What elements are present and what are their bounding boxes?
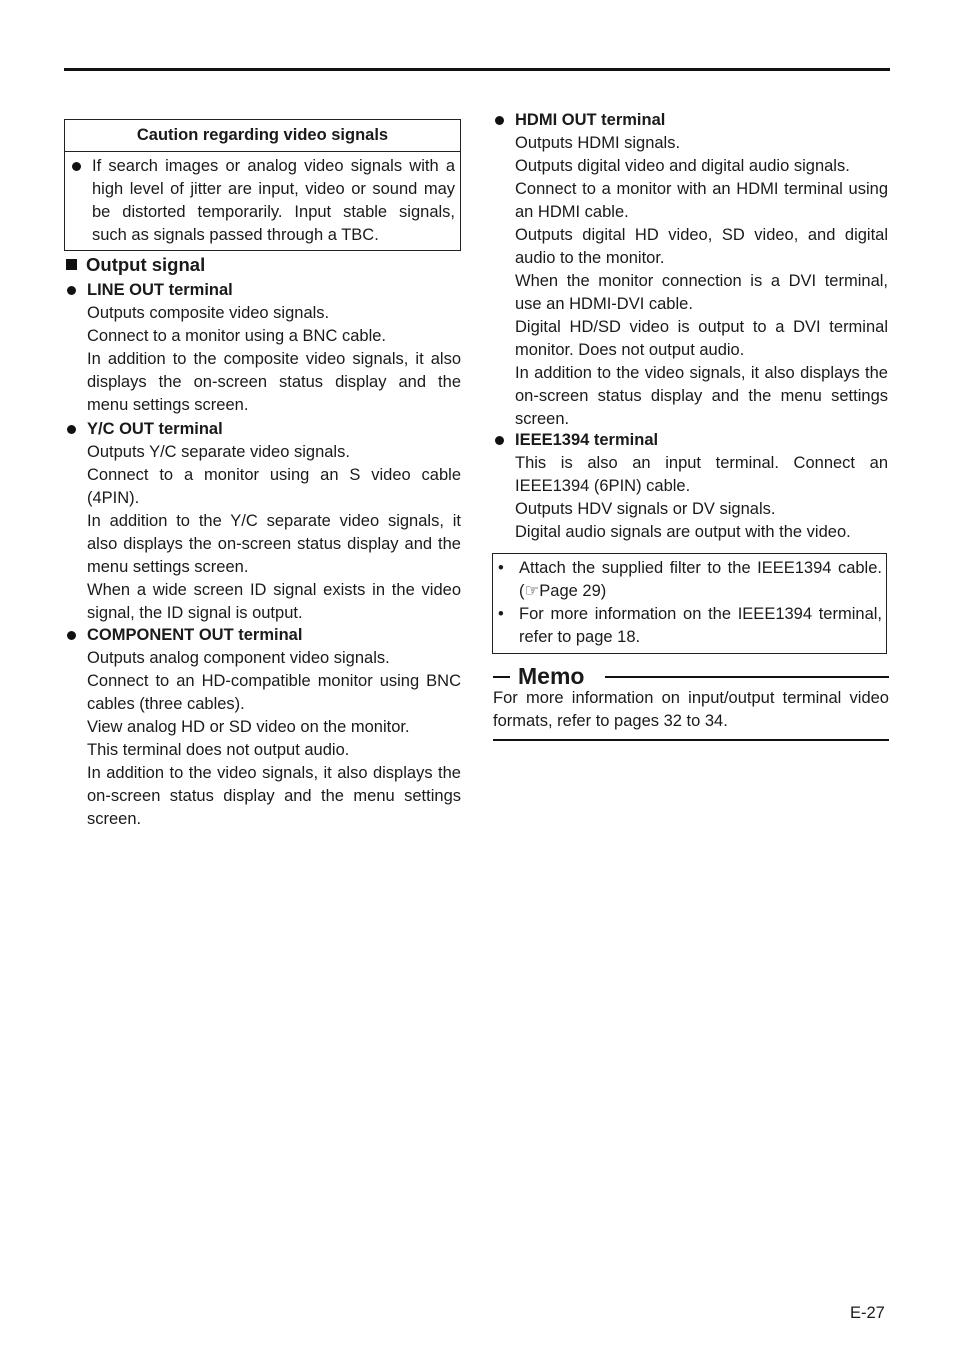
terminal-component-out [64,624,461,831]
terminal-line: Outputs analog component video signals. [87,649,390,667]
terminal-title-text: Y/C OUT terminal [87,420,223,438]
caution-item [65,152,460,250]
note-text: Attach the supplied filter to the IEEE1394 cable. (☞Page 29) [519,559,882,600]
terminal-body [64,647,461,831]
terminal-line: In addition to the video signals, it also displays the on-screen status display and the menu settings screen. [87,764,461,828]
note-text: For more information on the IEEE1394 terminal, refer to page 18. [519,605,882,646]
terminal-body [64,302,461,417]
caution-text: If search images or analog video signals with a high level of jitter are input, video or sound may be distorted temporarily. Input stable signals, such as signals passed through a TBC. [92,157,455,244]
terminal-line: This is also an input terminal. Connect an IEEE1394 (6PIN) cable. [515,454,888,495]
terminal-line: Outputs Y/C separate video signals. [87,443,350,461]
terminal-line: Outputs HDMI signals. [515,134,681,152]
terminal-body [492,132,888,431]
note-item [493,557,882,603]
bullet-icon: • [498,559,504,577]
terminal-line: In addition to the video signals, it also displays the on-screen status display and the menu settings screen. [515,364,888,428]
memo-rule [605,676,889,678]
terminal-line: When the monitor connection is a DVI terminal, use an HDMI-DVI cable. [515,272,888,313]
note-item [493,603,882,649]
bullet-dot-icon [495,116,504,125]
notes-box [492,553,887,654]
square-bullet-icon [66,259,77,270]
terminal-body [492,452,888,544]
bullet-dot-icon [67,631,76,640]
page-number: E-27 [850,1304,885,1322]
terminal-line: Outputs digital HD video, SD video, and digital audio to the monitor. [515,226,888,267]
section-title-text: Output signal [86,254,206,275]
terminal-line: Outputs composite video signals. [87,304,330,322]
terminal-line: This terminal does not output audio. [87,741,350,759]
terminal-title [64,418,461,441]
terminal-title-text: LINE OUT terminal [87,281,233,299]
terminal-title-text: HDMI OUT terminal [515,111,666,129]
terminal-line: Connect to an HD-compatible monitor using BNC cables (three cables). [87,672,461,713]
bullet-dot-icon [495,436,504,445]
terminal-line: In addition to the composite video signals, it also displays the on-screen status display and the menu settings screen. [87,350,461,414]
bullet-icon: • [498,605,504,623]
caution-box [64,119,461,251]
terminal-ieee1394 [492,429,888,544]
terminal-title [492,429,888,452]
terminal-line: Connect to a monitor with an HDMI terminal using an HDMI cable. [515,180,888,221]
memo-dash [493,676,510,678]
terminal-title [64,279,461,302]
terminal-line-out [64,279,461,417]
terminal-title [64,624,461,647]
terminal-line: Digital HD/SD video is output to a DVI terminal monitor. Does not output audio. [515,318,888,359]
terminal-line: In addition to the Y/C separate video signals, it also displays the on-screen status display and the menu settings screen. [87,512,461,576]
terminal-title-text: IEEE1394 terminal [515,431,659,449]
memo-text: For more information on input/output terminal video formats, refer to pages 32 to 34. [493,689,889,730]
terminal-line: Digital audio signals are output with the video. [515,523,851,541]
caution-title: Caution regarding video signals [65,120,460,152]
terminal-title [492,109,888,132]
memo-bottom-rule [493,739,889,741]
terminal-line: Connect to a monitor using an S video cable (4PIN). [87,466,461,507]
section-title [66,253,205,277]
terminal-yc-out [64,418,461,625]
terminal-line: View analog HD or SD video on the monitor. [87,718,410,736]
terminal-hdmi-out [492,109,888,431]
terminal-line: Outputs HDV signals or DV signals. [515,500,776,518]
terminal-body [64,441,461,625]
top-rule [64,68,890,71]
bullet-dot-icon [67,425,76,434]
memo-header [493,662,889,690]
bullet-dot-icon [72,162,81,171]
terminal-title-text: COMPONENT OUT terminal [87,626,303,644]
terminal-line: Connect to a monitor using a BNC cable. [87,327,386,345]
bullet-dot-icon [67,286,76,295]
terminal-line: When a wide screen ID signal exists in the video signal, the ID signal is output. [87,581,461,622]
memo-title: Memo [518,663,585,689]
terminal-line: Outputs digital video and digital audio signals. [515,157,850,175]
